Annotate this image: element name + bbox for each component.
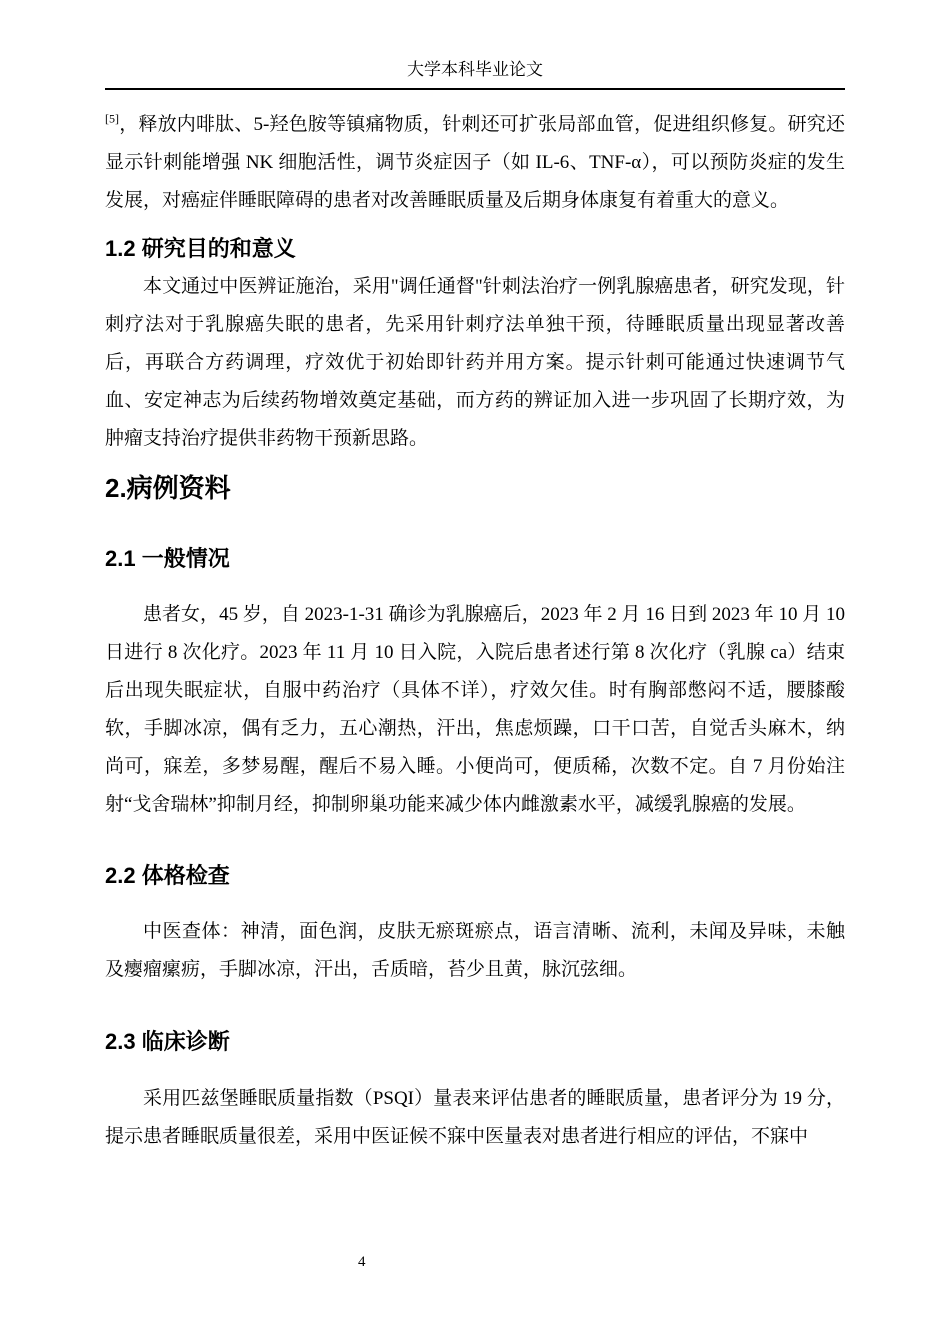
heading-case-data: 2.病例资料 (105, 473, 231, 503)
page-header (105, 60, 845, 90)
paragraph-physical-exam: 中医查体：神清，面色润，皮肤无瘀斑瘀点，语言清晰、流利，未闻及异味，未触及瘿瘤瘰疬，手脚冰凉，汗出，舌质暗，苔少且黄，脉沉弦细。 (105, 921, 845, 980)
heading-clinical-diagnosis: 2.3 临床诊断 (105, 1029, 230, 1054)
running-head-title: 大学本科毕业论文 (407, 60, 543, 79)
page-number: 4 (358, 1254, 366, 1270)
heading-physical-exam: 2.2 体格检查 (105, 863, 230, 888)
paragraph-general-info: 患者女，45 岁，自 2023-1-31 确诊为乳腺癌后，2023 年 2 月 16 日到 2023 年 10 月 10 日进行 8 次化疗。2023 年 11 月 10 日入院，入院后患者述行第 8 次化疗（乳腺 ca）结束后出现失眠症状，自服中药治疗（具体不详），疗效欠佳。时有胸部憋闷不适，腰膝酸软，手脚冰凉，偶有乏力，五心潮热，汗出，焦虑烦躁，口干口苦，自觉舌头麻木，纳尚可，寐差，多梦易醒，醒后不易入睡。小便尚可，便质稀，次数不定。自 7 月份始注射“戈舍瑞林”抑制月经，抑制卵巢功能来减少体内雌激素水平，减缓乳腺癌的发展。 (105, 604, 845, 815)
paragraph-research-purpose: 本文通过中医辨证施治，采用"调任通督"针刺法治疗一例乳腺癌患者，研究发现，针刺疗法对于乳腺癌失眠的患者，先采用针刺疗法单独干预，待睡眠质量出现显著改善后，再联合方药调理，疗效优于初始即针药并用方案。提示针刺可能通过快速调节气血、安定神志为后续药物增效奠定基础，而方药的辨证加入进一步巩固了长期疗效，为肿瘤支持治疗提供非药物干预新思路。 (105, 276, 845, 449)
citation-marker: [5] (105, 111, 119, 126)
heading-general-info: 2.1 一般情况 (105, 546, 230, 571)
paragraph-intro (105, 106, 845, 220)
paragraph-intro-text: ，释放内啡肽、5-羟色胺等镇痛物质，针刺还可扩张局部血管，促进组织修复。研究还显示针刺能增强 NK 细胞活性，调节炎症因子（如 IL-6、TNF-α），可以预防炎症的发生发展，对癌症伴睡眠障碍的患者对改善睡眠质量及后期身体康复有着重大的意义。 (105, 114, 845, 211)
paragraph-clinical-diagnosis: 采用匹兹堡睡眠质量指数（PSQI）量表来评估患者的睡眠质量，患者评分为 19 分，提示患者睡眠质量很差，采用中医证候不寐中医量表对患者进行相应的评估，不寐中 (105, 1088, 845, 1147)
heading-research-purpose: 1.2 研究目的和意义 (105, 236, 296, 261)
